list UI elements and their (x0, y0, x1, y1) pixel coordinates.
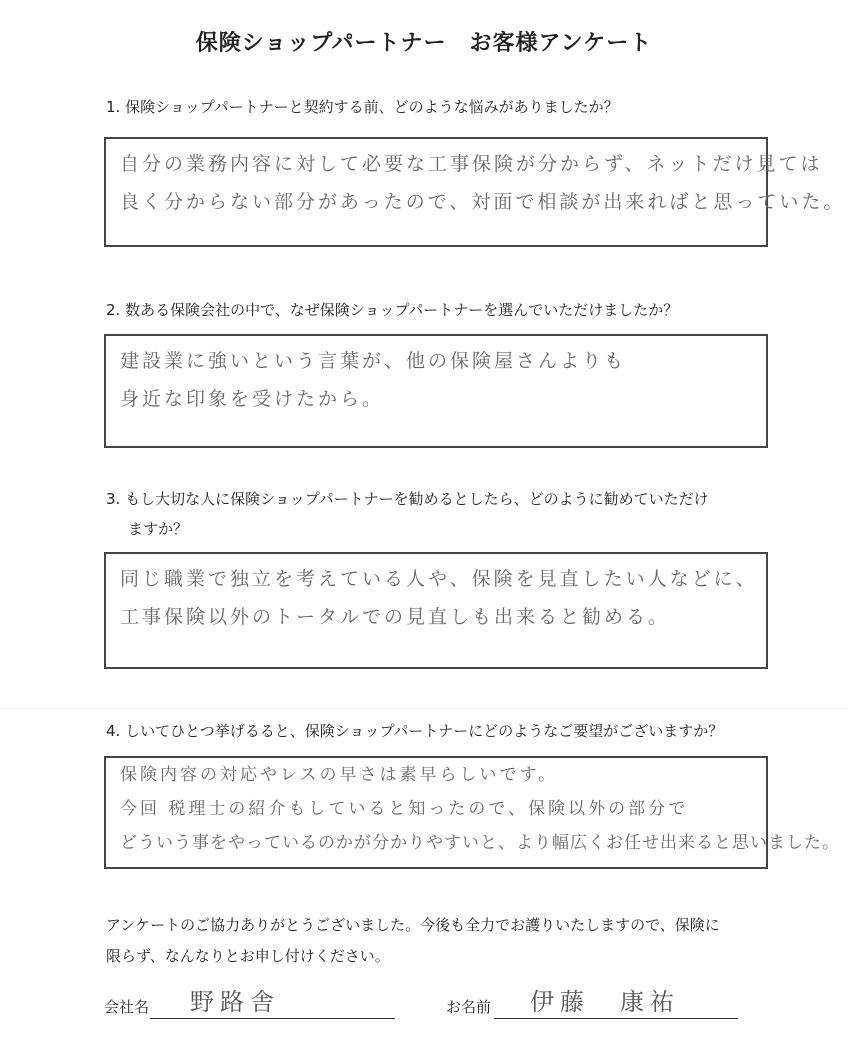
answer-box-2 (104, 334, 768, 448)
question-1: 1. 保険ショップパートナーと契約する前、どのような悩みがありましたか？ (106, 98, 619, 116)
answer-box-3 (104, 552, 768, 669)
scan-fold-line (0, 708, 848, 709)
name-line (494, 1018, 738, 1019)
question-2: 2. 数ある保険会社の中で、なぜ保険ショップパートナーを選んでいただけましたか？ (106, 301, 679, 319)
answer-4-line-2: 今回 税理士の紹介もしていると知ったので、保険以外の部分で (120, 799, 689, 819)
answer-1-line-1: 自分の業務内容に対して必要な工事保険が分からず、ネットだけ見ては (120, 153, 823, 175)
answer-2-line-1: 建設業に強いという言葉が、他の保険屋さんよりも (120, 350, 627, 372)
answer-4-line-1: 保険内容の対応やレスの早さは素早らしいです。 (120, 765, 559, 785)
question-3-line-1: 3. もし大切な人に保険ショップパートナーを勧めるとしたら、どのように勧めていただけ (106, 490, 709, 508)
answer-1-line-2: 良く分からない部分があったので、対面で相談が出来ればと思っていた。 (120, 191, 846, 213)
answer-2-line-2: 身近な印象を受けたから。 (120, 388, 385, 410)
question-3 (106, 484, 786, 544)
company-value: 野路舎 (190, 988, 280, 1016)
answer-4-line-3: どういう事をやっているのかが分かりやすいと、より幅広くお任せ出来ると思いました。 (120, 833, 840, 853)
question-4: 4. しいてひとつ挙げるると、保険ショップパートナーにどのようなご要望がございますか？ (106, 722, 724, 740)
company-label: 会社名 (104, 998, 150, 1016)
question-3-line-2: ますか？ (128, 520, 189, 538)
closing-line-2: 限らず、なんなりとお申し付けください。 (106, 947, 390, 965)
answer-box-1 (104, 137, 846, 247)
answer-3-line-2: 工事保険以外のトータルでの見直しも出来ると勧める。 (120, 606, 671, 628)
answer-box-4 (104, 756, 840, 869)
closing-message (106, 910, 786, 972)
page-title: 保険ショップパートナー お客様アンケート (195, 31, 653, 56)
name-value: 伊藤 康祐 (530, 988, 680, 1016)
name-label: お名前 (446, 998, 492, 1016)
company-line (150, 1018, 395, 1019)
closing-line-1: アンケートのご協力ありがとうございました。今後も全力でお護りいたしますので、保険に (106, 916, 720, 934)
answer-3-line-1: 同じ職業で独立を考えている人や、保険を見直したい人などに、 (120, 568, 758, 590)
